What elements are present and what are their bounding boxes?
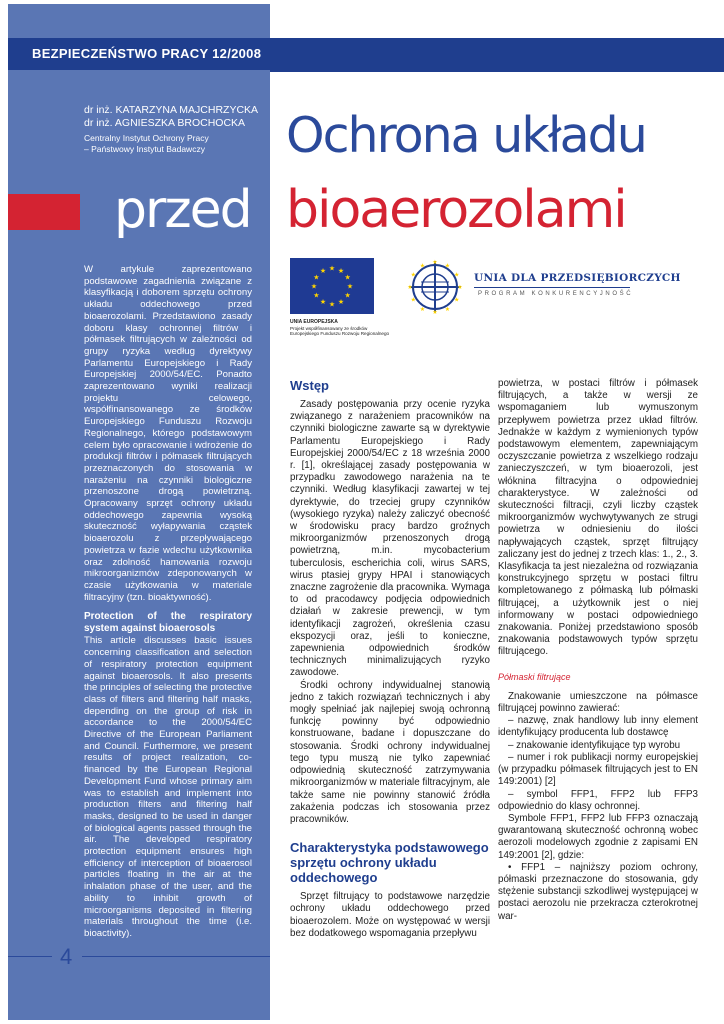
star-icon: ★ (419, 306, 426, 313)
star-icon: ★ (319, 267, 327, 275)
header-rule (270, 70, 724, 72)
list-item-4: – symbol FFP1, FFP2 lub FFP3 odpowiednio do klasy ochronnej. (498, 788, 698, 812)
eu-caption-line-2: Europejskiego Funduszu Rozwoju Regionalnego (290, 331, 390, 337)
paragraph-7: • FFP1 – najniższy poziom ochrony, półmaski przeznaczone do stosowania, gdy stężenie substancji szkodliwej występującej w postaci aerozolu nie przekracza czterokrotnej war- (498, 861, 698, 922)
star-icon: ★ (453, 272, 460, 279)
star-icon: ★ (444, 263, 451, 270)
eu-caption-line-1: Projekt współfinansowany ze środków (290, 325, 368, 331)
list-item-3: – numer i rok publikacji normy europejskiej (w przypadku półmasek filtrujących jest to EN 149:2001) [2] (498, 751, 698, 788)
unia-rule (474, 287, 630, 288)
star-icon: ★ (410, 272, 417, 279)
article-column-2 (498, 378, 698, 923)
paragraph-1: Zasady postępowania przy ocenie ryzyka związanego z narażeniem pracowników na czynniki biologiczne zawarte są w dyrektywie Parlamentu Europejskiego i Rady Europejskiej 2000/54/EC z 18 września 2000 r. [1], określającej zasady postępowania w przypadku zawodowego narażenia na te czynniki. Według klasyfikacji zawartej w tej dyrektywie, do trzeciej grupy czynników (wysokiego ryzyka) należy zaliczyć obecność w środowisku pracy bardzo groźnych mikroorganizmów przenoszonych drogą powietrzną, m.in. mycobacterium tuberculosis, escherichia coli, wirus SARS, wirus ptasiej grypy HPAI i stanowiących znaczne zagrożenie dla pracownika. Wymaga to od pracodawcy podjęcia odpowiednich działań w zakresie prewencji, w tym identyfikacji zagrożeń, określenia czasu ekspozycji oraz, jeśli to konieczne, zapewnienia odpowiednich środków technicznych minimalizujących ryzyko zawodowe. (290, 399, 490, 679)
star-icon: ★ (432, 310, 438, 316)
subheading-polmaski: Półmaski filtrujące (498, 671, 571, 682)
author-1: dr inż. KATARZYNA MAJCHRZYCKA (84, 104, 259, 116)
authors-block (84, 104, 264, 155)
heading-wstep: Wstęp (290, 378, 329, 393)
list-item-2: – znakowanie identyfikujące typ wyrobu (508, 739, 681, 751)
article-title-line-1: Ochrona układu (286, 107, 646, 164)
star-icon: ★ (328, 265, 336, 273)
star-icon: ★ (410, 297, 417, 304)
paragraph-5: Znakowanie umieszczone na półmasce filtrującej powinno zawierać: (498, 690, 698, 715)
institution (84, 133, 264, 155)
star-icon: ★ (407, 285, 413, 292)
star-icon: ★ (453, 297, 460, 304)
star-icon: ★ (344, 274, 351, 282)
unia-emblem-icon (406, 258, 464, 316)
list-item-1: – nazwę, znak handlowy lub inny element identyfikujący producenta lub dostawcę (498, 715, 698, 739)
abstract-en-title: Protection of the respiratory system against bioaerosols (84, 611, 252, 635)
institution-line-2: – Państwowy Instytut Badawczy (84, 144, 205, 154)
star-icon: ★ (344, 292, 351, 300)
abstract-en: This article discusses basic issues concerning classification and selection of respiratory protection equipment against bioaerosols. It also presents the principles of selecting the protective class of filters and filtering half masks, depending on the group of risk in accordance to the 2000/54/EC Directive of the European Parliament and Council. Furthermore, we present results of project realization, co-financed by the European Regional Development Fund whose primary aim was to establish and implement into production filters and filtering half masks, designed to be used in danger of biological agents passed through the air. The developed respiratory protection equipment ensures high efficiency of interception of bioaerosol particles floating in the air at the inhalation phase of the user, and the ability to inhibit growth of microorganisms deposited in filtering materials throughout the time (i.e. bioactivity). (84, 635, 252, 939)
abstract-pl: W artykule zaprezentowano podstawowe zagadnienia związane z klasyfikacją i doborem sprzętu ochrony układu oddechowego przed bioaerozolami. Przedstawiono zasady doboru klasy ochronnej filtrów i półmasek filtrujących w zależności od grupy ryzyka według dyrektywy Parlamentu Europejskiego i Rady Europejskiej 2000/54/EC. Ponadto zaprezentowano wyniki realizacji projektu celowego, współfinansowanego ze środków Europejskiego Funduszu Rozwoju Regionalnego, którego podstawowym celem było opracowanie i wdrożenie do produkcji filtrów i półmasek filtrujących przeznaczonych do stosowania w narażeniu na czynniki biologiczne przenoszone drogą powietrzną. Opracowany sprzęt ochrony układu oddechowego zapewnia wysoką skuteczność wyłapywania cząstek bioaerozolu z przepływającego powietrza w fazie wdechu użytkownika oraz zdolność hamowania rozwoju mikroorganizmów zdeponowanych w czasie użytkowania w materiale filtracyjny (tzn. bioaktywność). (84, 264, 252, 603)
heading-charakterystyka: Charakterystyka podstawowego sprzętu ochrony układu oddechowego (290, 840, 489, 886)
journal-header: BEZPIECZEŃSTWO PRACY 12/2008 (8, 38, 724, 70)
star-icon: ★ (346, 283, 354, 291)
star-icon: ★ (337, 299, 345, 307)
page-rule-left (8, 956, 52, 957)
article-title-line-2: bioaerozolami (286, 180, 626, 240)
eu-flag-logo (290, 258, 374, 314)
page-number: 4 (60, 944, 73, 969)
star-icon: ★ (444, 306, 451, 313)
eu-caption (290, 320, 400, 337)
abstract (84, 264, 252, 940)
institution-line-1: Centralny Instytut Ochrony Pracy (84, 133, 209, 143)
star-icon: ★ (432, 260, 438, 267)
paragraph-2: Środki ochrony indywidualnej stanowią jedno z takich rozwiązań technicznych i aby mogły spełniać jak najlepiej swoją ochronną funkcję powinny być odpowiednio konstruowane, badane i dopuszczane do stosowania. Środki ochrony indywidualnej tego typu muszą nie tylko zapewniać odpowiednią skuteczność zatrzymywania mikroorganizmów w materiale filtracyjnym, ale także same nie powinny stanowić źródła zakażenia podczas ich stosowania przez pracowników. (290, 679, 490, 825)
unia-subtitle: PROGRAM KONKURENCYJNOŚĆ (478, 291, 634, 297)
author-2: dr inż. AGNIESZKA BROCHOCKA (84, 117, 246, 129)
paragraph-6: Symbole FFP1, FFP2 lub FFP3 oznaczają gwarantowaną skuteczność ochronną wobec aerozoli modelowych zgodnie z zapisami EN 149:2001 [2], gdzie: (498, 812, 698, 861)
eu-label: UNIA EUROPEJSKA (290, 319, 338, 325)
page-rule-right (82, 956, 270, 957)
article-column-1 (290, 378, 490, 940)
unia-title: UNIA DLA PRZEDSIĘBIORCZYCH (474, 272, 681, 284)
paragraph-4: powietrza, w postaci filtrów i półmasek filtrujących, a także w wersji ze wspomaganiem lub wymuszonym przepływem powietrza przez układ filtrów. Jednakże w każdym z wymienionych typów podstawowym elementem, zapewniającym oczyszczanie powietrza z wszelkiego rodzaju zanieczyszczeń, w tym bioaerozoli, jest włóknina filtracyjna o odpowiedniej charakterystyce. W zależności od skuteczności filtracji, czyli liczby cząstek mikroorganizmów wychwytywanych ze strugi powietrza w odniesieniu do ilości napływających cząstek, sprzęt filtrujący zaliczany jest do jednej z trzech klas: 1., 2., 3. Klasyfikacja ta jest niezależna od rozwiązania konstrukcyjnego sprzętu w postaci filtru kompletowanego z półmaską lub półmaski filtrującej, a użytkownik jest o niej informowany w postaci odpowiedniego znakowania. Poniżej przedstawiono sposób znakowania podstawowych typów sprzętu filtrującego. (498, 378, 698, 658)
star-icon: ★ (313, 274, 320, 282)
star-icon: ★ (457, 285, 463, 292)
red-accent-block (8, 194, 80, 230)
star-icon: ★ (313, 292, 320, 300)
star-icon: ★ (328, 301, 336, 309)
article-title-przed: przed (114, 180, 251, 240)
star-icon: ★ (310, 283, 318, 291)
star-icon: ★ (319, 299, 327, 307)
star-icon: ★ (419, 263, 426, 270)
paragraph-3: Sprzęt filtrujący to podstawowe narzędzie ochrony układu oddechowego przed bioaerozolem. Może on występować w wersji bez dodatkowego wspomagania przepływu (290, 891, 490, 939)
star-icon: ★ (337, 267, 345, 275)
